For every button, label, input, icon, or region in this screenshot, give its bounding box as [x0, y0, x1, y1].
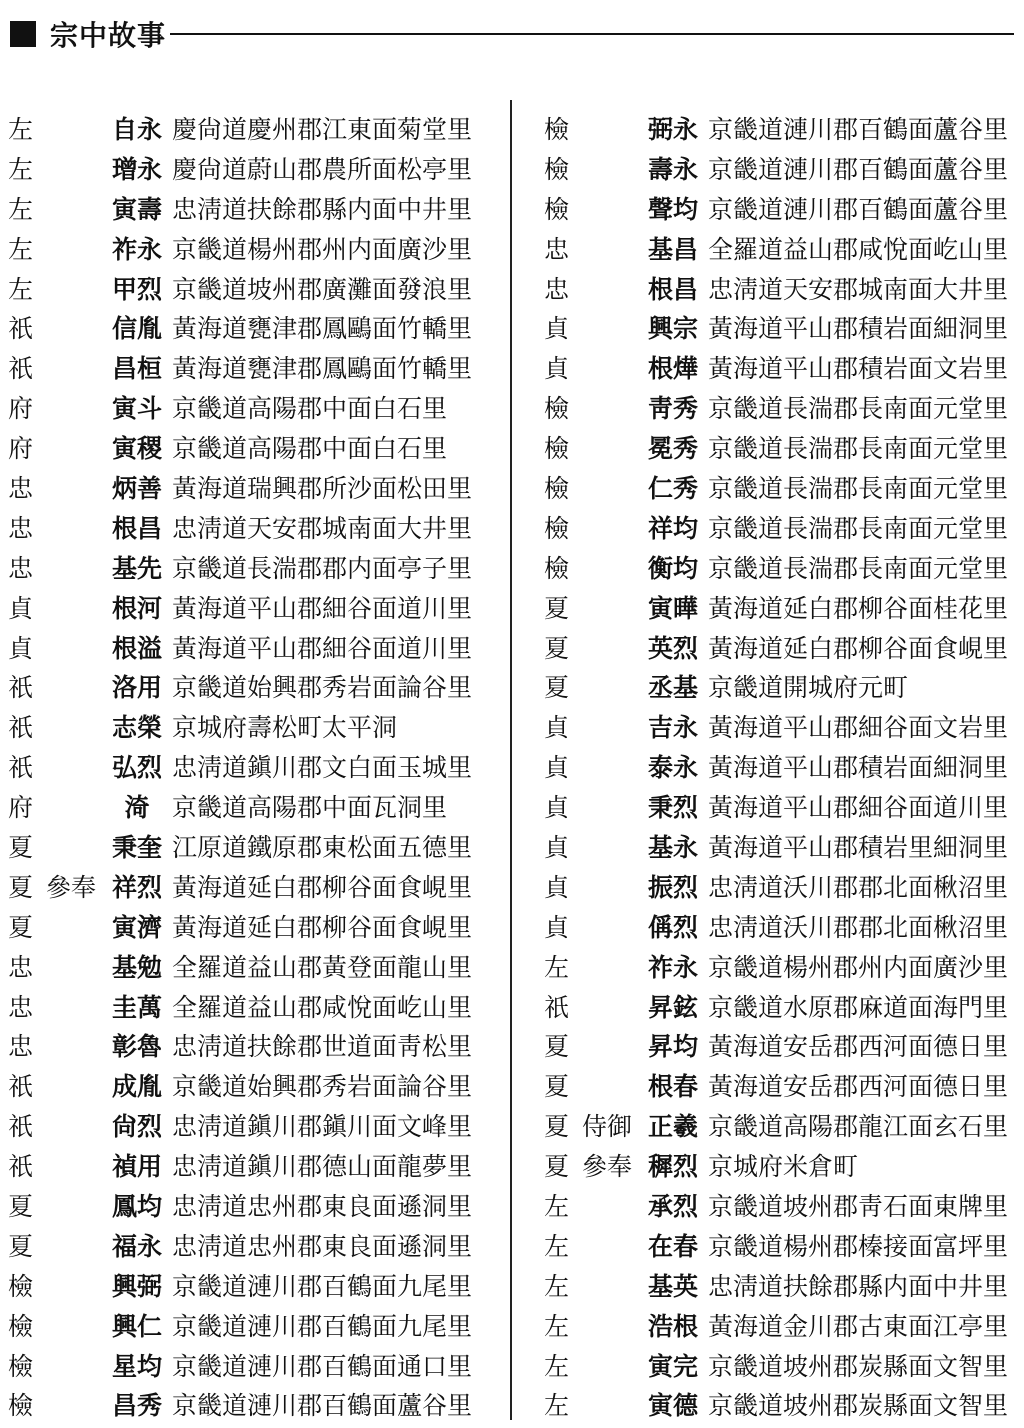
- member-row: [8, 1225, 478, 1265]
- member-address: 京畿道漣川郡百鶴面九尾里: [172, 1311, 473, 1341]
- branch-label: 貞: [544, 872, 570, 902]
- member-address: 黃海道平山郡積岩面文岩里: [708, 354, 1009, 384]
- member-address: 京畿道長湍郡長南面元堂里: [708, 513, 1009, 543]
- member-address: 黃海道延白郡柳谷面食峴里: [172, 872, 473, 902]
- branch-label: 左: [544, 1351, 570, 1381]
- member-address: 京畿道坡州郡炭縣面文智里: [708, 1391, 1009, 1421]
- member-name: 尙烈: [111, 1112, 162, 1142]
- branch-label: 府: [8, 434, 34, 464]
- member-row: [544, 627, 1020, 667]
- member-row: [8, 786, 478, 826]
- member-row: [8, 347, 478, 387]
- member-address: 黃海道甕津郡鳳鷗面竹轎里: [172, 354, 473, 384]
- branch-label: 忠: [8, 1032, 34, 1062]
- member-address: 忠淸道忠州郡東良面遜洞里: [172, 1191, 473, 1221]
- branch-label: 左: [544, 1391, 570, 1421]
- branch-label: 祇: [8, 354, 34, 384]
- member-address: 黃海道平山郡細谷面文岩里: [708, 713, 1009, 743]
- member-row: [544, 786, 1020, 826]
- member-row: [8, 427, 478, 467]
- branch-label: 貞: [8, 593, 34, 623]
- member-address: 慶尙道慶州郡江東面菊堂里: [172, 114, 473, 144]
- member-address: 京畿道高陽郡中面白石里: [172, 434, 448, 464]
- branch-label: 夏: [8, 1231, 34, 1261]
- branch-label: 左: [544, 1231, 570, 1261]
- branch-label: 夏: [544, 633, 570, 663]
- member-row: [544, 986, 1020, 1026]
- member-address: 慶尙道蔚山郡農所面松亭里: [172, 154, 473, 184]
- member-address: 京畿道坡州郡靑石面東牌里: [708, 1191, 1009, 1221]
- branch-label: 左: [544, 1271, 570, 1301]
- branch-label: 檢: [8, 1351, 34, 1381]
- member-row: [544, 188, 1020, 228]
- branch-label: 左: [8, 274, 34, 304]
- member-address: 京城府米倉町: [708, 1152, 859, 1182]
- member-address: 京畿道開城府元町: [708, 673, 909, 703]
- member-name: 偁烈: [647, 912, 698, 942]
- member-row: [544, 1025, 1020, 1065]
- member-address: 全羅道益山郡黃登面龍山里: [172, 952, 473, 982]
- branch-label: 祇: [8, 713, 34, 743]
- member-address: 黃海道安岳郡西河面德日里: [708, 1072, 1009, 1102]
- member-row: [544, 467, 1020, 507]
- member-address: 京畿道漣川郡百鶴面蘆谷里: [708, 154, 1009, 184]
- branch-label: 夏: [544, 1152, 570, 1182]
- section-title: 宗中故事: [50, 19, 167, 52]
- member-name: 弼永: [647, 114, 698, 144]
- member-list-right: [544, 108, 1020, 1424]
- member-address: 黃海道平山郡細谷面道川里: [708, 793, 1009, 823]
- member-address: 京畿道始興郡秀岩面論谷里: [172, 673, 473, 703]
- branch-label: 忠: [8, 473, 34, 503]
- member-row: [544, 507, 1020, 547]
- branch-label: 忠: [544, 234, 570, 264]
- branch-label: 檢: [8, 1271, 34, 1301]
- member-address: 黃海道平山郡細谷面道川里: [172, 633, 473, 663]
- member-name: 自永: [111, 114, 162, 144]
- member-name: 寅濟: [111, 912, 162, 942]
- member-name: 寅稷: [111, 434, 162, 464]
- member-row: [8, 1145, 478, 1185]
- member-row: [8, 1385, 478, 1425]
- member-name: 穉烈: [647, 1152, 698, 1182]
- member-row: [544, 1065, 1020, 1105]
- member-name: 振烈: [647, 872, 698, 902]
- member-row: [544, 587, 1020, 627]
- member-address: 黃海道甕津郡鳳鷗面竹轎里: [172, 314, 473, 344]
- member-address: 忠淸道忠州郡東良面遜洞里: [172, 1231, 473, 1261]
- member-address: 黃海道安岳郡西河面德日里: [708, 1032, 1009, 1062]
- member-row: [8, 666, 478, 706]
- member-name: 吉永: [647, 713, 698, 743]
- member-address: 京畿道楊州郡州内面廣沙里: [172, 234, 473, 264]
- branch-label: 貞: [544, 912, 570, 942]
- member-name: 壽永: [647, 154, 698, 184]
- member-row: [8, 1185, 478, 1225]
- branch-label: 檢: [544, 553, 570, 583]
- member-row: [544, 307, 1020, 347]
- member-row: [8, 1065, 478, 1105]
- member-address: 黃海道延白郡柳谷面食峴里: [172, 912, 473, 942]
- member-name: 在春: [647, 1231, 698, 1261]
- member-row: [544, 547, 1020, 587]
- member-name: 信胤: [111, 314, 162, 344]
- member-address: 黃海道平山郡積岩里細洞里: [708, 832, 1009, 862]
- member-name: 基先: [111, 553, 162, 583]
- member-row: [544, 706, 1020, 746]
- member-name: 靑秀: [647, 394, 698, 424]
- member-name: 成胤: [111, 1072, 162, 1102]
- branch-label: 夏: [544, 673, 570, 703]
- member-row: [8, 587, 478, 627]
- branch-label: 左: [544, 952, 570, 982]
- member-address: 忠淸道扶餘郡縣内面中井里: [708, 1271, 1009, 1301]
- member-name: 仁秀: [647, 473, 698, 503]
- header-rule: [170, 33, 1014, 35]
- member-address: 忠淸道扶餘郡世道面靑松里: [172, 1032, 473, 1062]
- member-address: 黃海道平山郡積岩面細洞里: [708, 314, 1009, 344]
- member-address: 忠淸道天安郡城南面大井里: [708, 274, 1009, 304]
- member-row: [544, 906, 1020, 946]
- branch-label: 貞: [544, 793, 570, 823]
- member-address: 京畿道漣川郡百鶴面通口里: [172, 1351, 473, 1381]
- office-title: 侍御: [582, 1112, 633, 1142]
- member-name: 祥烈: [111, 872, 162, 902]
- member-name: 炳善: [111, 473, 162, 503]
- member-name: 福永: [111, 1231, 162, 1261]
- member-name: 基永: [647, 832, 698, 862]
- member-address: 京畿道高陽郡中面白石里: [172, 394, 448, 424]
- member-row: [8, 148, 478, 188]
- branch-label: 夏: [544, 593, 570, 623]
- member-name: 寅曄: [647, 593, 698, 623]
- member-address: 京畿道漣川郡百鶴面蘆谷里: [708, 194, 1009, 224]
- member-address: 京畿道坡州郡炭縣面文智里: [708, 1351, 1009, 1381]
- member-name: 璔永: [111, 154, 162, 184]
- member-row: [8, 108, 478, 148]
- member-name: 鳳均: [111, 1191, 162, 1221]
- member-name: 興仁: [111, 1311, 162, 1341]
- member-name: 昌秀: [111, 1391, 162, 1421]
- member-address: 忠淸道鎭川郡鎭川面文峰里: [172, 1112, 473, 1142]
- member-name: 根燁: [647, 354, 698, 384]
- member-address: 忠淸道天安郡城南面大井里: [172, 513, 473, 543]
- member-row: [544, 1265, 1020, 1305]
- member-address: 京畿道長湍郡郡内面亭子里: [172, 553, 473, 583]
- member-address: 京畿道楊州郡州内面廣沙里: [708, 952, 1009, 982]
- branch-label: 祇: [8, 1112, 34, 1142]
- member-row: [8, 467, 478, 507]
- member-address: 黃海道平山郡細谷面道川里: [172, 593, 473, 623]
- member-row: [8, 866, 478, 906]
- member-name: 丞基: [647, 673, 698, 703]
- branch-label: 夏: [8, 1191, 34, 1221]
- branch-label: 祇: [544, 992, 570, 1022]
- member-address: 黃海道延白郡柳谷面食峴里: [708, 633, 1009, 663]
- member-row: [544, 1385, 1020, 1425]
- branch-label: 忠: [8, 992, 34, 1022]
- member-row: [8, 547, 478, 587]
- branch-label: 檢: [8, 1311, 34, 1341]
- branch-label: 祇: [8, 753, 34, 783]
- member-name: 根溢: [111, 633, 162, 663]
- member-row: [544, 148, 1020, 188]
- member-name: 根河: [111, 593, 162, 623]
- member-row: [544, 108, 1020, 148]
- branch-label: 夏: [544, 1032, 570, 1062]
- member-name: 彰魯: [111, 1032, 162, 1062]
- branch-label: 檢: [544, 114, 570, 144]
- branch-label: 夏: [8, 832, 34, 862]
- member-address: 京畿道長湍郡長南面元堂里: [708, 394, 1009, 424]
- member-row: [8, 228, 478, 268]
- member-name: 興弼: [111, 1271, 162, 1301]
- branch-label: 夏: [8, 872, 34, 902]
- branch-label: 忠: [8, 553, 34, 583]
- member-name: 興宗: [647, 314, 698, 344]
- member-row: [544, 826, 1020, 866]
- member-address: 全羅道益山郡咸悅面屹山里: [172, 992, 473, 1022]
- branch-label: 夏: [544, 1072, 570, 1102]
- branch-label: 夏: [8, 912, 34, 942]
- member-name: 星均: [111, 1351, 162, 1381]
- member-name: 渏: [124, 793, 150, 823]
- member-address: 黃海道延白郡柳谷面桂花里: [708, 593, 1009, 623]
- member-row: [8, 746, 478, 786]
- branch-label: 祇: [8, 314, 34, 344]
- branch-label: 忠: [8, 952, 34, 982]
- branch-label: 左: [8, 234, 34, 264]
- branch-label: 祇: [8, 1152, 34, 1182]
- member-address: 京畿道長湍郡長南面元堂里: [708, 553, 1009, 583]
- member-address: 忠淸道鎭川郡德山面龍夢里: [172, 1152, 473, 1182]
- member-address: 京畿道坡州郡廣灘面發浪里: [172, 274, 473, 304]
- member-list-left: [8, 108, 478, 1424]
- member-row: [8, 1025, 478, 1065]
- member-address: 京畿道漣川郡百鶴面蘆谷里: [708, 114, 1009, 144]
- member-address: 黃海道瑞興郡所沙面松田里: [172, 473, 473, 503]
- member-address: 京畿道高陽郡中面瓦洞里: [172, 793, 448, 823]
- branch-label: 貞: [8, 633, 34, 663]
- branch-label: 夏: [544, 1112, 570, 1142]
- branch-label: 府: [8, 793, 34, 823]
- member-address: 黃海道金川郡古東面江亭里: [708, 1311, 1009, 1341]
- member-address: 黃海道平山郡積岩面細洞里: [708, 753, 1009, 783]
- office-title: 參奉: [582, 1152, 633, 1182]
- member-address: 忠淸道扶餘郡縣内面中井里: [172, 194, 473, 224]
- branch-label: 左: [8, 154, 34, 184]
- member-row: [544, 228, 1020, 268]
- member-name: 寅完: [647, 1351, 698, 1381]
- member-name: 冕秀: [647, 434, 698, 464]
- member-row: [544, 946, 1020, 986]
- member-name: 祚永: [111, 234, 162, 264]
- member-address: 京畿道始興郡秀岩面論谷里: [172, 1072, 473, 1102]
- member-name: 寅德: [647, 1391, 698, 1421]
- member-name: 甲烈: [111, 274, 162, 304]
- member-name: 根昌: [111, 513, 162, 543]
- member-row: [8, 387, 478, 427]
- member-address: 忠淸道沃川郡郡北面楸沼里: [708, 912, 1009, 942]
- member-row: [544, 666, 1020, 706]
- branch-label: 祇: [8, 673, 34, 703]
- member-row: [8, 627, 478, 667]
- member-row: [544, 1185, 1020, 1225]
- branch-label: 檢: [544, 473, 570, 503]
- member-name: 基英: [647, 1271, 698, 1301]
- member-row: [544, 1145, 1020, 1185]
- column-divider: [510, 100, 512, 1420]
- member-row: [544, 1225, 1020, 1265]
- branch-label: 檢: [544, 394, 570, 424]
- branch-label: 貞: [544, 354, 570, 384]
- member-name: 英烈: [647, 633, 698, 663]
- member-name: 禎用: [111, 1152, 162, 1182]
- member-name: 基昌: [647, 234, 698, 264]
- member-name: 圭萬: [111, 992, 162, 1022]
- member-row: [8, 826, 478, 866]
- member-address: 京畿道漣川郡百鶴面九尾里: [172, 1271, 473, 1301]
- branch-label: 貞: [544, 314, 570, 344]
- member-row: [8, 1265, 478, 1305]
- member-name: 昇均: [647, 1032, 698, 1062]
- member-address: 忠淸道鎭川郡文白面玉城里: [172, 753, 473, 783]
- member-name: 弘烈: [111, 753, 162, 783]
- branch-label: 忠: [544, 274, 570, 304]
- member-row: [544, 746, 1020, 786]
- member-address: 忠淸道沃川郡郡北面楸沼里: [708, 872, 1009, 902]
- branch-label: 檢: [544, 434, 570, 464]
- member-name: 秉烈: [647, 793, 698, 823]
- member-name: 承烈: [647, 1191, 698, 1221]
- member-name: 昇鉉: [647, 992, 698, 1022]
- member-row: [8, 706, 478, 746]
- member-name: 聲均: [647, 194, 698, 224]
- member-address: 京城府壽松町太平洞: [172, 713, 398, 743]
- branch-label: 左: [544, 1311, 570, 1341]
- member-row: [544, 1105, 1020, 1145]
- member-row: [544, 347, 1020, 387]
- member-row: [544, 427, 1020, 467]
- member-name: 秉奎: [111, 832, 162, 862]
- branch-label: 檢: [544, 154, 570, 184]
- branch-label: 貞: [544, 753, 570, 783]
- branch-label: 忠: [8, 513, 34, 543]
- square-bullet-icon: [10, 21, 36, 47]
- member-address: 江原道鐵原郡東松面五德里: [172, 832, 473, 862]
- branch-label: 祇: [8, 1072, 34, 1102]
- branch-label: 府: [8, 394, 34, 424]
- office-title: 參奉: [46, 872, 97, 902]
- member-name: 志榮: [111, 713, 162, 743]
- branch-label: 檢: [544, 513, 570, 543]
- member-address: 京畿道長湍郡長南面元堂里: [708, 434, 1009, 464]
- member-name: 寅壽: [111, 194, 162, 224]
- member-name: 祥均: [647, 513, 698, 543]
- member-row: [544, 1305, 1020, 1345]
- member-address: 全羅道益山郡咸悅面屹山里: [708, 234, 1009, 264]
- member-name: 正羲: [647, 1112, 698, 1142]
- member-row: [8, 1105, 478, 1145]
- member-row: [8, 188, 478, 228]
- member-name: 浩根: [647, 1311, 698, 1341]
- member-row: [8, 507, 478, 547]
- branch-label: 檢: [544, 194, 570, 224]
- member-name: 根昌: [647, 274, 698, 304]
- branch-label: 貞: [544, 713, 570, 743]
- member-row: [544, 387, 1020, 427]
- member-name: 寅斗: [111, 394, 162, 424]
- member-name: 泰永: [647, 753, 698, 783]
- member-name: 祚永: [647, 952, 698, 982]
- member-name: 昌桓: [111, 354, 162, 384]
- member-name: 根春: [647, 1072, 698, 1102]
- branch-label: 左: [8, 194, 34, 224]
- member-address: 京畿道漣川郡百鶴面蘆谷里: [172, 1391, 473, 1421]
- member-row: [8, 307, 478, 347]
- branch-label: 貞: [544, 832, 570, 862]
- member-name: 基勉: [111, 952, 162, 982]
- member-row: [544, 1345, 1020, 1385]
- member-address: 京畿道水原郡麻道面海門里: [708, 992, 1009, 1022]
- member-row: [8, 986, 478, 1026]
- member-name: 洛用: [111, 673, 162, 703]
- branch-label: 左: [544, 1191, 570, 1221]
- member-address: 京畿道長湍郡長南面元堂里: [708, 473, 1009, 503]
- member-row: [8, 1345, 478, 1385]
- member-address: 京畿道楊州郡榛接面富坪里: [708, 1231, 1009, 1261]
- section-header: [10, 14, 1014, 54]
- member-row: [544, 866, 1020, 906]
- branch-label: 檢: [8, 1391, 34, 1421]
- member-row: [8, 946, 478, 986]
- member-name: 衡均: [647, 553, 698, 583]
- member-row: [8, 268, 478, 308]
- member-row: [8, 906, 478, 946]
- member-row: [8, 1305, 478, 1345]
- member-row: [544, 268, 1020, 308]
- branch-label: 左: [8, 114, 34, 144]
- member-address: 京畿道高陽郡龍江面玄石里: [708, 1112, 1009, 1142]
